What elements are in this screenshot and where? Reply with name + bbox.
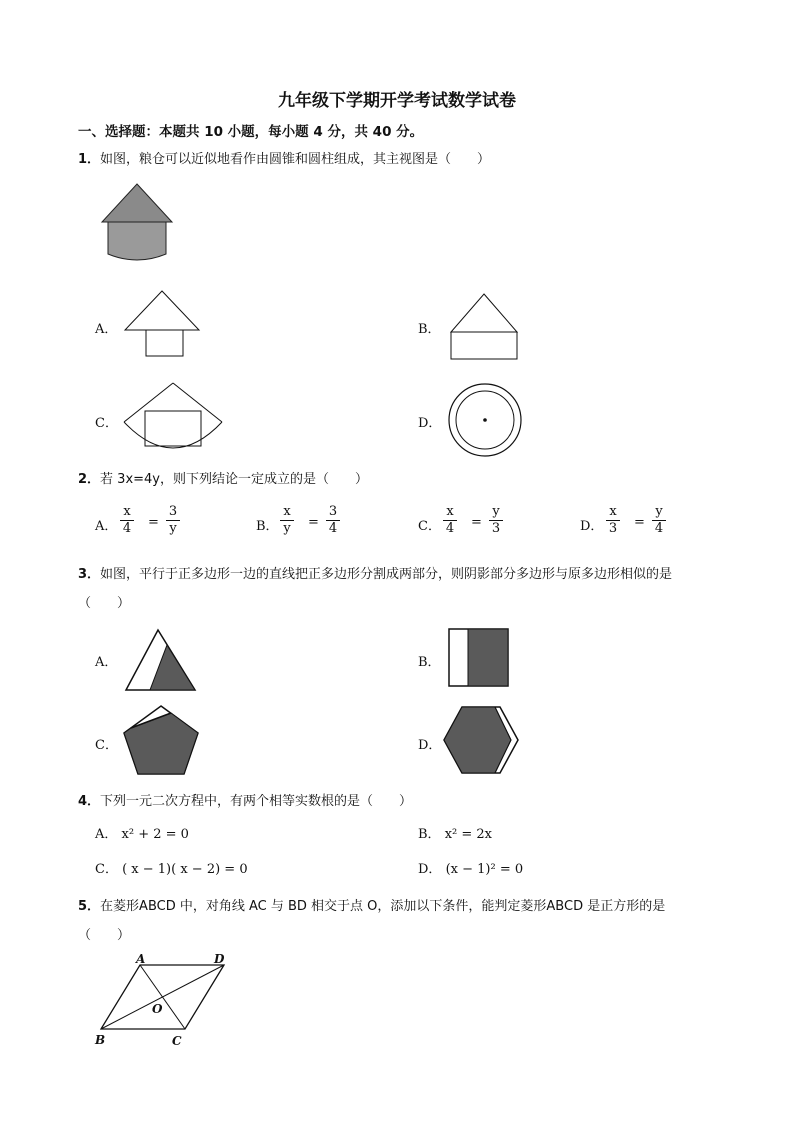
q3-option-a-figure[interactable] [122,627,198,693]
q1-option-b-label[interactable]: B． [418,322,441,337]
question-text: 在菱形ABCD 中，对角线 AC 与 BD 相交于点 O，添加以下条件，能判定菱形ABCD 是正方形的是 [100,899,666,914]
question-number: 4． [78,794,101,809]
q2-option-b-frac2: 3 4 [326,504,340,537]
q3-option-c-label[interactable]: C． [95,738,118,753]
question-5 [78,895,665,914]
q1-option-d-label[interactable]: D． [418,416,442,431]
question-number: 3． [78,567,101,582]
equals-sign: = [634,515,645,530]
section-heading: 一、选择题：本题共 10 小题，每小题 4 分，共 40 分。 [78,124,424,140]
q2-option-c-frac2: y 3 [489,504,503,537]
q1-option-d-figure[interactable] [447,382,523,458]
q1-option-c-label[interactable]: C． [95,416,118,431]
center-o-label: O [152,1002,163,1016]
equals-sign: = [148,515,159,530]
q4-option-b[interactable] [418,823,492,842]
q1-option-b-figure[interactable] [450,292,520,362]
q3-option-a-label[interactable]: A． [95,655,118,670]
option-expression: x² = 2x [444,827,493,842]
rhombus-figure [92,952,237,1048]
equals-sign: = [471,515,482,530]
q3-option-d-figure[interactable] [443,705,519,775]
q4-option-d[interactable] [418,858,523,877]
question-3 [78,563,672,582]
question-number: 1． [78,152,101,167]
q4-option-c[interactable] [95,858,248,877]
question-1 [78,148,490,167]
q2-option-c-frac1: x 4 [443,504,457,537]
option-label: A． [95,827,118,842]
q3-option-c-figure[interactable] [120,704,202,776]
q2-option-c-label[interactable]: C． [418,519,441,534]
question-4 [78,790,412,809]
q1-option-a-figure[interactable] [128,290,203,358]
vertex-b-label: B [95,1033,106,1047]
q2-option-d-frac1: x 3 [606,504,620,537]
option-expression: ( x − 1)( x − 2) = 0 [122,862,248,877]
question-text: 如图，平行于正多边形一边的直线把正多边形分割成两部分，则阴影部分多边形与原多边形相似的是 [100,567,673,582]
equals-sign: = [308,515,319,530]
option-label: C． [95,862,118,877]
option-label: D． [418,862,442,877]
q3-option-d-label[interactable]: D． [418,738,442,753]
q3-option-b-label[interactable]: B． [418,655,441,670]
q3-option-b-figure[interactable] [448,628,510,688]
q4-option-a[interactable] [95,823,189,842]
option-expression: x² + 2 = 0 [121,827,189,842]
option-label: B． [418,827,441,842]
option-expression: (x − 1)² = 0 [445,862,524,877]
q2-option-a-frac2: 3 y [166,504,180,537]
q2-option-a-label[interactable]: A． [95,519,118,534]
q2-option-b-frac1: x y [280,504,294,537]
q1-option-a-label[interactable]: A． [95,322,118,337]
q2-option-d-frac2: y 4 [652,504,666,537]
question-number: 2． [78,472,101,487]
q2-option-d-label[interactable]: D． [580,519,604,534]
vertex-a-label: A [136,952,146,966]
granary-figure [100,182,175,264]
q1-option-c-figure[interactable] [122,382,226,454]
vertex-d-label: D [214,952,225,966]
question-2 [78,468,368,487]
q2-option-a-frac1: x 4 [120,504,134,537]
question-text: 如图，粮仓可以近似地看作由圆锥和圆柱组成，其主视图是（ ） [100,152,491,167]
q2-option-b-label[interactable]: B． [256,519,279,534]
question-5-paren: （ ） [78,928,131,943]
question-3-paren: （ ） [78,596,131,611]
question-number: 5． [78,899,101,914]
vertex-c-label: C [172,1034,182,1048]
question-text: 若 3x=4y，则下列结论一定成立的是（ ） [100,472,369,487]
question-text: 下列一元二次方程中，有两个相等实数根的是（ ） [100,794,413,809]
page-title: 九年级下学期开学考试数学试卷 [278,91,516,111]
